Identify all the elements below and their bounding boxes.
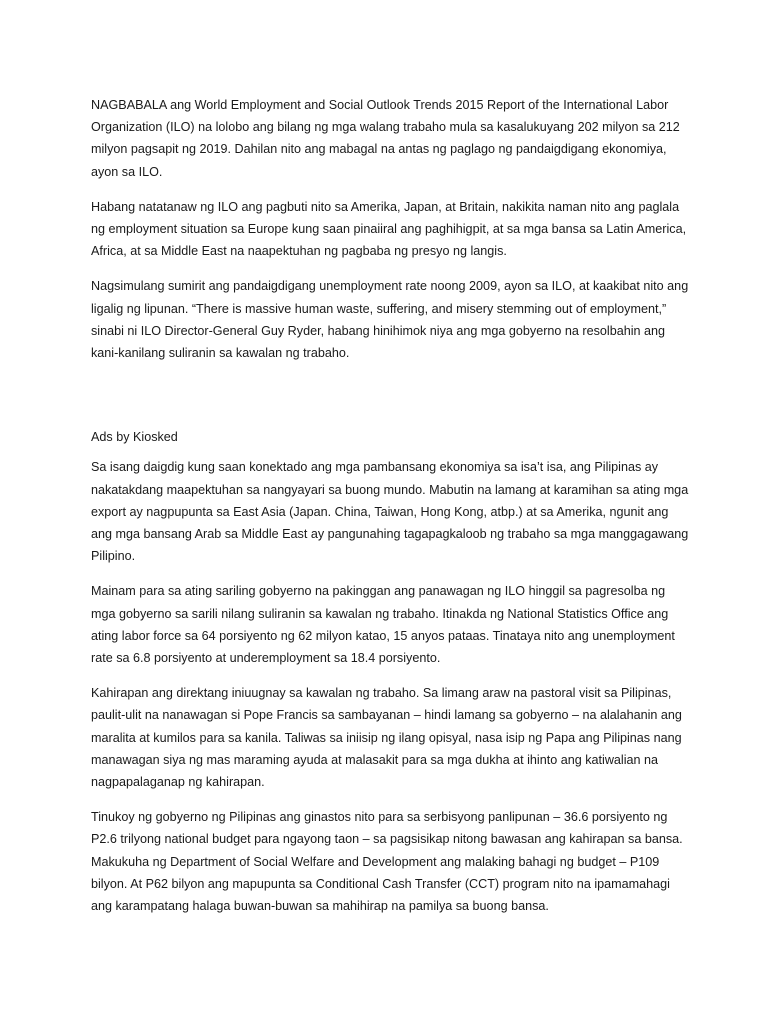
paragraph-labor-force: Mainam para sa ating sariling gobyerno na pakinggan ang panawagan ng ILO hinggil sa pagresolba ng mga gobyerno sa sarili nilang suliranin sa kawalan ng trabaho. Itinakda ng National Statistics Office ang ating labor force sa 64 porsiyento ng 62 milyon katao, 15 anyos pataas. Tinataya nito ang unemployment rate sa 6.8 porsiyento at underemployment sa 18.4 porsiyento. — [91, 584, 675, 666]
paragraph-ilo-regions: Habang natatanaw ng ILO ang pagbuti nito sa Amerika, Japan, at Britain, nakikita naman nito ang paglala ng employment situation sa Europe kung saan pinaiiral ang paghihigpit, at sa mga bansa sa Latin America, Africa, at sa Middle East na naapektuhan ng pagbaba ng presyo ng langis. — [91, 199, 687, 259]
paragraph-philippines-economy: Sa isang daigdig kung saan konektado ang mga pambansang ekonomiya sa isa’t isa, ang Pilipinas ay nakatakdang maapektuhan sa nangyayari sa buong mundo. Mabutin na lamang at karamihan sa ating mga export ay nagpupunta sa East Asia (Japan. China, Taiwan, Hong Kong, atbp.) at sa Amerika, ngunit ang ang mga bansang Arab sa Middle East ay pangunahing tagapagkaloob ng trabaho sa mga manggagawang Pilipino. — [91, 460, 689, 564]
paragraph-unemployment-rate: Nagsimulang sumirit ang pandaigdigang unemployment rate noong 2009, ayon sa ILO, at kaakibat nito ang ligalig ng lipunan. “There is massive human waste, suffering, and misery stemming out of employment,” sinabi ni ILO Director-General Guy Ryder, habang hinihimok niya ang mga gobyerno na resolbahin ang kani-kanilang suliranin sa kawalan ng trabaho. — [91, 279, 689, 361]
ads-label: Ads by Kiosked — [91, 430, 178, 445]
paragraph-ilo-warning: NAGBABALA ang World Employment and Social Outlook Trends 2015 Report of the International Labor Organization (ILO) na lolobo ang bilang ng mga walang trabaho mula sa kasalukuyang 202 milyon sa 212 milyon pagsapit ng 2019. Dahilan nito ang mabagal na antas ng paglago ng pandaigdigang ekonomiya, ayon sa ILO. — [91, 98, 680, 179]
paragraph-social-services-budget: Tinukoy ng gobyerno ng Pilipinas ang ginastos nito para sa serbisyong panlipunan – 36.6 porsiyento ng P2.6 trilyong national budget para ngayong taon – sa pagsisikap nitong bawasan ang kahirapan sa bansa. Makukuha ng Department of Social Welfare and Development ang malaking bahagi ng budget – P109 bilyon. At P62 bilyon ang mapupunta sa Conditional Cash Transfer (CCT) program nito na ipamamahagi ang karampatang halaga buwan-buwan sa mahihirap na pamilya sa buong bansa. — [91, 810, 683, 914]
paragraph-poverty: Kahirapan ang direktang iniuugnay sa kawalan ng trabaho. Sa limang araw na pastoral visit sa Pilipinas, paulit-ulit na nanawagan si Pope Francis sa sambayanan – hindi lamang sa gobyerno – na alalahanin ang maralita at kumilos para sa kanila. Taliwas sa iniisip ng ilang opisyal, nasa isip ng Papa ang Pilipinas nang manawagan siya ng mas maraming ayuda at malasakit para sa mga dukha at ihinto ang katiwalian na nagpapalaganap ng kahirapan. — [91, 686, 682, 790]
